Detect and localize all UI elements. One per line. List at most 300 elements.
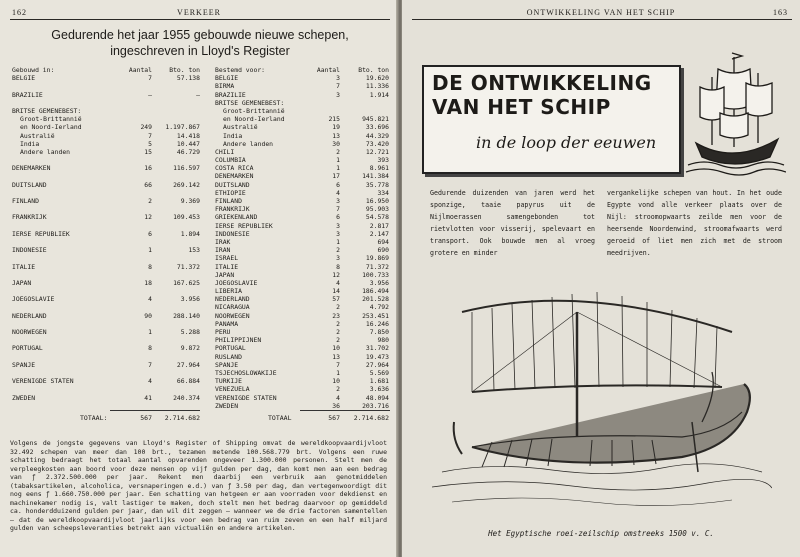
table-row: [215, 205, 390, 213]
country-cell: BELGIE: [12, 74, 36, 83]
count-cell: 6: [336, 180, 340, 189]
count-cell: 7: [148, 74, 152, 83]
table-row: [12, 107, 202, 115]
chapter-title-line2: VAN HET SCHIP: [432, 95, 611, 119]
table-row: [215, 312, 390, 320]
tonnage-cell: 5.288: [180, 328, 200, 336]
tonnage-cell: 46.729: [176, 147, 200, 156]
tonnage-cell: 71.372: [365, 262, 389, 271]
tonnage-cell: 8.961: [369, 164, 389, 173]
country-cell: ETHIOPIE: [215, 188, 246, 197]
tonnage-cell: 141.384: [362, 172, 389, 181]
count-cell: 12: [332, 270, 340, 279]
country-cell: NEDERLAND: [12, 311, 47, 320]
tonnage-cell: 945.821: [362, 115, 389, 124]
table-row: [215, 172, 390, 180]
chapter-title-line1: DE ONTWIKKELING: [432, 71, 652, 95]
country-cell: ISRAEL: [215, 254, 239, 263]
country-cell: en Noord-Ierland: [20, 123, 82, 132]
intro-column-1: Gedurende duizenden van jaren werd het sponzige, taaie papyrus uit de Nijlmoerassen samengebonden tot rietvlotten voor visserij, spelevaart en transport. Ook bouwde men al vroeg grotere en minder: [430, 189, 595, 257]
table-row: [215, 303, 390, 311]
tonnage-cell: Bto. ton: [169, 66, 200, 74]
running-head-right: ONTWIKKELING VAN HET SCHIP: [526, 8, 676, 17]
country-cell: BRAZILIE: [215, 90, 246, 99]
table-row: [12, 369, 202, 377]
tonnage-cell: 1.894: [180, 229, 200, 238]
country-cell: BRAZILIE: [12, 90, 43, 99]
country-cell: Australië: [223, 123, 258, 132]
table-title-line1: Gedurende het jaar 1955 gebouwde nieuwe schepen,: [51, 28, 349, 42]
table-row: [215, 336, 390, 344]
tonnage-cell: 2.817: [369, 221, 389, 230]
table-row: [215, 394, 390, 402]
table-row: [12, 156, 202, 164]
tonnage-cell: 4.792: [369, 303, 389, 312]
table-row: [215, 353, 390, 361]
country-cell: ZWEDEN: [215, 401, 239, 410]
count-cell: 2: [336, 319, 340, 328]
tonnage-cell: 694: [377, 237, 389, 246]
table-row: [215, 279, 390, 287]
count-cell: 17: [332, 172, 340, 181]
country-cell: PERU: [215, 328, 231, 336]
table-header-row: [215, 66, 390, 74]
tonnage-cell: 31.702: [365, 344, 389, 353]
country-cell: ZWEDEN: [12, 393, 36, 402]
table-row: [12, 287, 202, 295]
table-row: [215, 123, 390, 131]
count-cell: 90: [144, 311, 152, 320]
tonnage-cell: 16.246: [365, 319, 389, 328]
chapter-subtitle: in de loop der eeuwen: [476, 133, 657, 152]
table-row: [12, 205, 202, 213]
table-row: [215, 254, 390, 262]
tonnage-cell: 1.197.867: [165, 123, 200, 132]
count-cell: 7: [336, 82, 340, 91]
count-cell: 3: [336, 221, 340, 230]
table-row: [12, 213, 202, 221]
running-head-left: VERKEER: [177, 8, 221, 17]
tonnage-cell: 116.597: [173, 164, 200, 173]
tonnage-cell: 288.140: [173, 311, 200, 320]
count-cell: 215: [328, 115, 340, 124]
count-cell: 249: [140, 123, 152, 132]
count-cell: 4: [336, 278, 340, 287]
tonnage-cell: 253.451: [362, 311, 389, 320]
table-row: [215, 91, 390, 99]
tonnage-cell: 167.625: [173, 278, 200, 287]
count-cell: 1: [148, 246, 152, 255]
table-row: [12, 82, 202, 90]
country-cell: NOORWEGEN: [12, 328, 47, 336]
country-cell: Gebouwd in:: [12, 66, 55, 74]
total-count-right: 567: [328, 414, 340, 422]
tonnage-cell: 7.850: [369, 328, 389, 336]
count-cell: 4: [336, 393, 340, 402]
tonnage-cell: 100.733: [362, 270, 389, 279]
total-tons-left: 2.714.682: [164, 414, 200, 422]
table-row: [12, 132, 202, 140]
table-row: [12, 99, 202, 107]
country-cell: DUITSLAND: [12, 180, 47, 189]
country-cell: DENEMARKEN: [215, 172, 254, 181]
tonnage-cell: 9.369: [180, 197, 200, 205]
header-rule-left: [10, 19, 390, 20]
right-page: [402, 0, 800, 557]
count-cell: 5: [148, 139, 152, 148]
country-cell: JAPAN: [12, 278, 32, 287]
country-cell: FINLAND: [215, 197, 242, 205]
count-cell: 7: [148, 360, 152, 369]
count-cell: 7: [336, 360, 340, 369]
count-cell: 2: [148, 197, 152, 205]
table-row: [12, 123, 202, 131]
tonnage-cell: 44.329: [365, 131, 389, 140]
galleon-ship-icon: [684, 47, 786, 177]
table-row: [215, 385, 390, 393]
table-row: [12, 181, 202, 189]
table-row: [12, 263, 202, 271]
tonnage-cell: 3.956: [369, 278, 389, 287]
table-row: [215, 82, 390, 90]
chapter-title-box: [422, 65, 681, 174]
country-cell: VERENIGDE STATEN: [12, 377, 74, 386]
country-cell: Andere landen: [20, 147, 71, 156]
count-cell: 1: [336, 368, 340, 377]
count-cell: 36: [332, 401, 340, 410]
country-cell: Groot-Brittannië: [20, 115, 82, 124]
count-cell: 66: [144, 180, 152, 189]
count-cell: 1: [148, 328, 152, 336]
country-cell: FRANKRIJK: [215, 205, 250, 214]
country-cell: COSTA RICA: [215, 164, 254, 173]
left-page: [0, 0, 398, 557]
tonnage-cell: 48.094: [365, 393, 389, 402]
tonnage-cell: 9.872: [180, 344, 200, 353]
table-row: [12, 328, 202, 336]
table-row: [12, 172, 202, 180]
count-cell: 2: [336, 336, 340, 345]
table-row: [215, 295, 390, 303]
country-cell: FRANKRIJK: [12, 213, 47, 222]
tonnage-cell: 5.569: [369, 368, 389, 377]
tonnage-cell: 980: [377, 336, 389, 345]
count-cell: 23: [332, 311, 340, 320]
count-cell: 3: [336, 74, 340, 83]
table-row: [12, 385, 202, 393]
tonnage-cell: 57.138: [176, 74, 200, 83]
tonnage-cell: 54.578: [365, 213, 389, 222]
count-cell: 16: [144, 164, 152, 173]
country-cell: ITALIE: [215, 262, 239, 271]
count-cell: 6: [336, 213, 340, 222]
table-row: [12, 189, 202, 197]
table-row: [215, 377, 390, 385]
tonnage-cell: 66.884: [176, 377, 200, 386]
country-cell: TSJECHOSLOWAKIJE: [215, 368, 277, 377]
country-cell: NOORWEGEN: [215, 311, 250, 320]
table-row: [12, 377, 202, 385]
count-cell: 4: [148, 377, 152, 386]
count-cell: 18: [144, 278, 152, 287]
tonnage-cell: 73.420: [365, 139, 389, 148]
tonnage-cell: 269.142: [173, 180, 200, 189]
table-title-line2: ingeschreven in Lloyd's Register: [110, 44, 290, 58]
country-cell: PORTUGAL: [12, 344, 43, 353]
intro-column-2: vergankelijke schepen van hout. In het oude Egypte vond alle verkeer plaats over de Nijl: stroomopwaarts zeilde men voor de heersende Noordenwind, stroomafwaarts werd geroeid of liet men zich met de stroom meedrijven.: [607, 189, 782, 257]
count-cell: 7: [336, 205, 340, 214]
table-header-row: [12, 66, 202, 74]
count-cell: 7: [148, 131, 152, 140]
table-row: [215, 148, 390, 156]
table-row: [215, 246, 390, 254]
table-row: [12, 320, 202, 328]
table-row: [12, 295, 202, 303]
tonnage-cell: 11.336: [365, 82, 389, 91]
tonnage-cell: 690: [377, 246, 389, 255]
country-cell: Andere landen: [223, 139, 274, 148]
total-tons-right: 2.714.682: [353, 414, 389, 422]
table-row: [12, 279, 202, 287]
tonnage-cell: Bto. ton: [358, 66, 389, 74]
country-cell: IERSE REPUBLIEK: [12, 229, 70, 238]
country-cell: JOEGOSLAVIE: [12, 295, 55, 304]
count-cell: 30: [332, 139, 340, 148]
table-row: [12, 222, 202, 230]
tonnage-cell: 14.418: [176, 131, 200, 140]
total-rule-left: [110, 410, 200, 411]
table-row: [12, 164, 202, 172]
count-cell: 19: [332, 123, 340, 132]
count-cell: 57: [332, 295, 340, 304]
count-cell: —: [148, 90, 152, 99]
count-cell: 12: [144, 213, 152, 222]
count-cell: 1: [336, 237, 340, 246]
table-row: [12, 271, 202, 279]
tonnage-cell: 12.721: [365, 147, 389, 156]
table-row: [215, 320, 390, 328]
country-cell: DENEMARKEN: [12, 164, 51, 173]
table-row: [215, 197, 390, 205]
table-row: [215, 402, 390, 410]
table-row: [215, 271, 390, 279]
tonnage-cell: 1.914: [369, 90, 389, 99]
country-cell: Australië: [20, 131, 55, 140]
country-cell: ITALIE: [12, 262, 36, 271]
count-cell: 8: [336, 262, 340, 271]
country-cell: FINLAND: [12, 197, 39, 205]
total-rule-right: [300, 410, 390, 411]
table-row: [215, 230, 390, 238]
count-cell: 8: [148, 262, 152, 271]
total-count-left: 567: [140, 414, 152, 422]
count-cell: 3: [336, 229, 340, 238]
table-row: [12, 336, 202, 344]
tonnage-cell: 35.778: [365, 180, 389, 189]
table-row: [12, 148, 202, 156]
table-row: [12, 91, 202, 99]
table-row: [215, 369, 390, 377]
count-cell: 13: [332, 352, 340, 361]
country-cell: Groot-Brittannië: [223, 106, 285, 115]
country-cell: en Noord-Ierland: [223, 115, 285, 124]
country-cell: Bestemd voor:: [215, 66, 266, 74]
egyptian-ship-illustration: [432, 272, 772, 522]
country-cell: PANAMA: [215, 319, 239, 328]
table-row: [215, 74, 390, 82]
count-cell: 4: [148, 295, 152, 304]
count-cell: 6: [148, 229, 152, 238]
country-cell: VENEZUELA: [215, 385, 250, 394]
country-cell: India: [223, 131, 243, 140]
count-cell: 1: [336, 164, 340, 173]
country-cell: IRAK: [215, 237, 231, 246]
country-cell: NICARAGUA: [215, 303, 250, 312]
country-cell: PORTUGAL: [215, 344, 246, 353]
tonnage-cell: 95.903: [365, 205, 389, 214]
table-row: [12, 353, 202, 361]
tonnage-cell: 2.147: [369, 229, 389, 238]
tonnage-cell: 186.494: [362, 287, 389, 296]
country-cell: BRITSE GEMENEBEST:: [12, 106, 82, 115]
header-rule-right: [412, 19, 792, 20]
table-row: [215, 164, 390, 172]
table-title: [20, 27, 380, 59]
table-row: [215, 140, 390, 148]
table-row: [12, 344, 202, 352]
total-label-left: TOTAAL:: [80, 414, 108, 422]
country-cell: INDONESIE: [215, 229, 250, 238]
table-row: [215, 115, 390, 123]
table-row: [215, 287, 390, 295]
table-row: [12, 303, 202, 311]
chapter-title: [432, 71, 652, 119]
country-cell: JOEGOSLAVIE: [215, 278, 258, 287]
count-cell: 13: [332, 131, 340, 140]
tonnage-cell: 1.681: [369, 377, 389, 386]
count-cell: 15: [144, 147, 152, 156]
body-paragraph: Volgens de jongste gegevens van Lloyd's Register of Shipping omvat de wereldkoopvaardijvloot 32.492 schepen van meer dan 100 brt., tezamen metende 100.568.779 brt. Volgens een ruwe schatting bedraagt het totaal aantal opvarenden ongeveer 1.300.000 personen. Stelt men de verpleegkosten aan boord voor deze mensen op vijf gulden per dag, dan komt men aan een bedrag van ƒ 2.372.500.000 per jaar. Rekent men daarbij een verbruik aan genotmiddelen (tabaksartikelen, alcoholica, versnaperingen e.d.) van ƒ 3.50 per dag, dan vertegenwoordigt dit nog eens ƒ 1.660.750.000 per jaar. Een schatting van hetgeen er aan voorraden voor dekdienst en machinekamer nodig is, valt lastiger te maken, doch stelt men het bedrag daarvoor op gemiddeld ca. honderdduizend gulden per jaar, dan wil dit zeggen — wanneer we de drie factoren samentellen — dat de wereldkoopvaardijvloot jaarlijks voor een bedrag van ruim zeven en een half miljard gulden van scheepsleveranties betrekt aan victualiën en andere artikelen.: [10, 439, 387, 532]
table-row: [12, 246, 202, 254]
tonnage-cell: 27.964: [365, 360, 389, 369]
tonnage-cell: 19.473: [365, 352, 389, 361]
country-cell: BRITSE GEMENEBEST:: [215, 98, 285, 107]
page-number-right: 163: [773, 8, 788, 17]
table-row: [215, 181, 390, 189]
country-cell: CHILI: [215, 147, 235, 156]
tonnage-cell: 3.956: [180, 295, 200, 304]
country-cell: IERSE REPUBLIEK: [215, 221, 273, 230]
count-cell: 2: [336, 246, 340, 255]
table-row: [215, 107, 390, 115]
table-row: [12, 254, 202, 262]
country-cell: JAPAN: [215, 270, 235, 279]
tonnage-cell: 393: [377, 156, 389, 165]
tonnage-cell: 19.869: [365, 254, 389, 263]
tonnage-cell: 27.964: [176, 360, 200, 369]
built-in-table: [12, 66, 202, 402]
country-cell: GRIEKENLAND: [215, 213, 258, 222]
count-cell: 2: [336, 385, 340, 394]
destined-for-table: [215, 66, 390, 410]
table-row: [215, 328, 390, 336]
table-row: [12, 394, 202, 402]
table-row: [12, 74, 202, 82]
count-cell: 2: [336, 147, 340, 156]
count-cell: 41: [144, 393, 152, 402]
country-cell: NEDERLAND: [215, 295, 250, 304]
tonnage-cell: 33.696: [365, 123, 389, 132]
count-cell: 10: [332, 344, 340, 353]
table-row: [215, 189, 390, 197]
table-row: [215, 238, 390, 246]
count-cell: Aantal: [128, 66, 152, 74]
count-cell: 4: [336, 188, 340, 197]
table-row: [12, 312, 202, 320]
tonnage-cell: 334: [377, 188, 389, 197]
tonnage-cell: 19.620: [365, 74, 389, 83]
table-row: [12, 197, 202, 205]
tonnage-cell: 201.528: [362, 295, 389, 304]
page-number-left: 162: [12, 8, 27, 17]
table-row: [215, 361, 390, 369]
count-cell: 10: [332, 377, 340, 386]
count-cell: 3: [336, 254, 340, 263]
tonnage-cell: 153: [188, 246, 200, 255]
table-row: [215, 213, 390, 221]
country-cell: VERENIGDE STATEN: [215, 393, 277, 402]
table-row: [12, 230, 202, 238]
tonnage-cell: 109.453: [173, 213, 200, 222]
table-row: [215, 156, 390, 164]
country-cell: SPANJE: [12, 360, 36, 369]
tonnage-cell: 203.716: [362, 401, 389, 410]
body-text: [10, 439, 387, 533]
tonnage-cell: 16.950: [365, 197, 389, 205]
count-cell: 1: [336, 156, 340, 165]
country-cell: LIBERIA: [215, 287, 242, 296]
count-cell: 2: [336, 328, 340, 336]
table-row: [12, 361, 202, 369]
country-cell: COLUMBIA: [215, 156, 246, 165]
tonnage-cell: —: [196, 90, 200, 99]
table-row: [215, 344, 390, 352]
table-row: [12, 140, 202, 148]
tonnage-cell: 71.372: [176, 262, 200, 271]
country-cell: TURKIJE: [215, 377, 242, 386]
table-row: [215, 263, 390, 271]
count-cell: 3: [336, 90, 340, 99]
table-row: [215, 99, 390, 107]
total-label-right: TOTAAL: [268, 414, 292, 422]
table-row: [12, 238, 202, 246]
table-row: [215, 132, 390, 140]
count-cell: 2: [336, 303, 340, 312]
country-cell: BIRMA: [215, 82, 235, 91]
country-cell: DUITSLAND: [215, 180, 250, 189]
country-cell: SPANJE: [215, 360, 239, 369]
tonnage-cell: 10.447: [176, 139, 200, 148]
country-cell: PHILIPPIJNEN: [215, 336, 262, 345]
table-row: [215, 222, 390, 230]
illustration-caption: Het Egyptische roei-zeilschip omstreeks 1500 v. C.: [488, 529, 714, 538]
country-cell: BELGIE: [215, 74, 239, 83]
tonnage-cell: 240.374: [173, 393, 200, 402]
count-cell: 8: [148, 344, 152, 353]
tonnage-cell: 3.636: [369, 385, 389, 394]
count-cell: 14: [332, 287, 340, 296]
country-cell: RUSLAND: [215, 352, 242, 361]
